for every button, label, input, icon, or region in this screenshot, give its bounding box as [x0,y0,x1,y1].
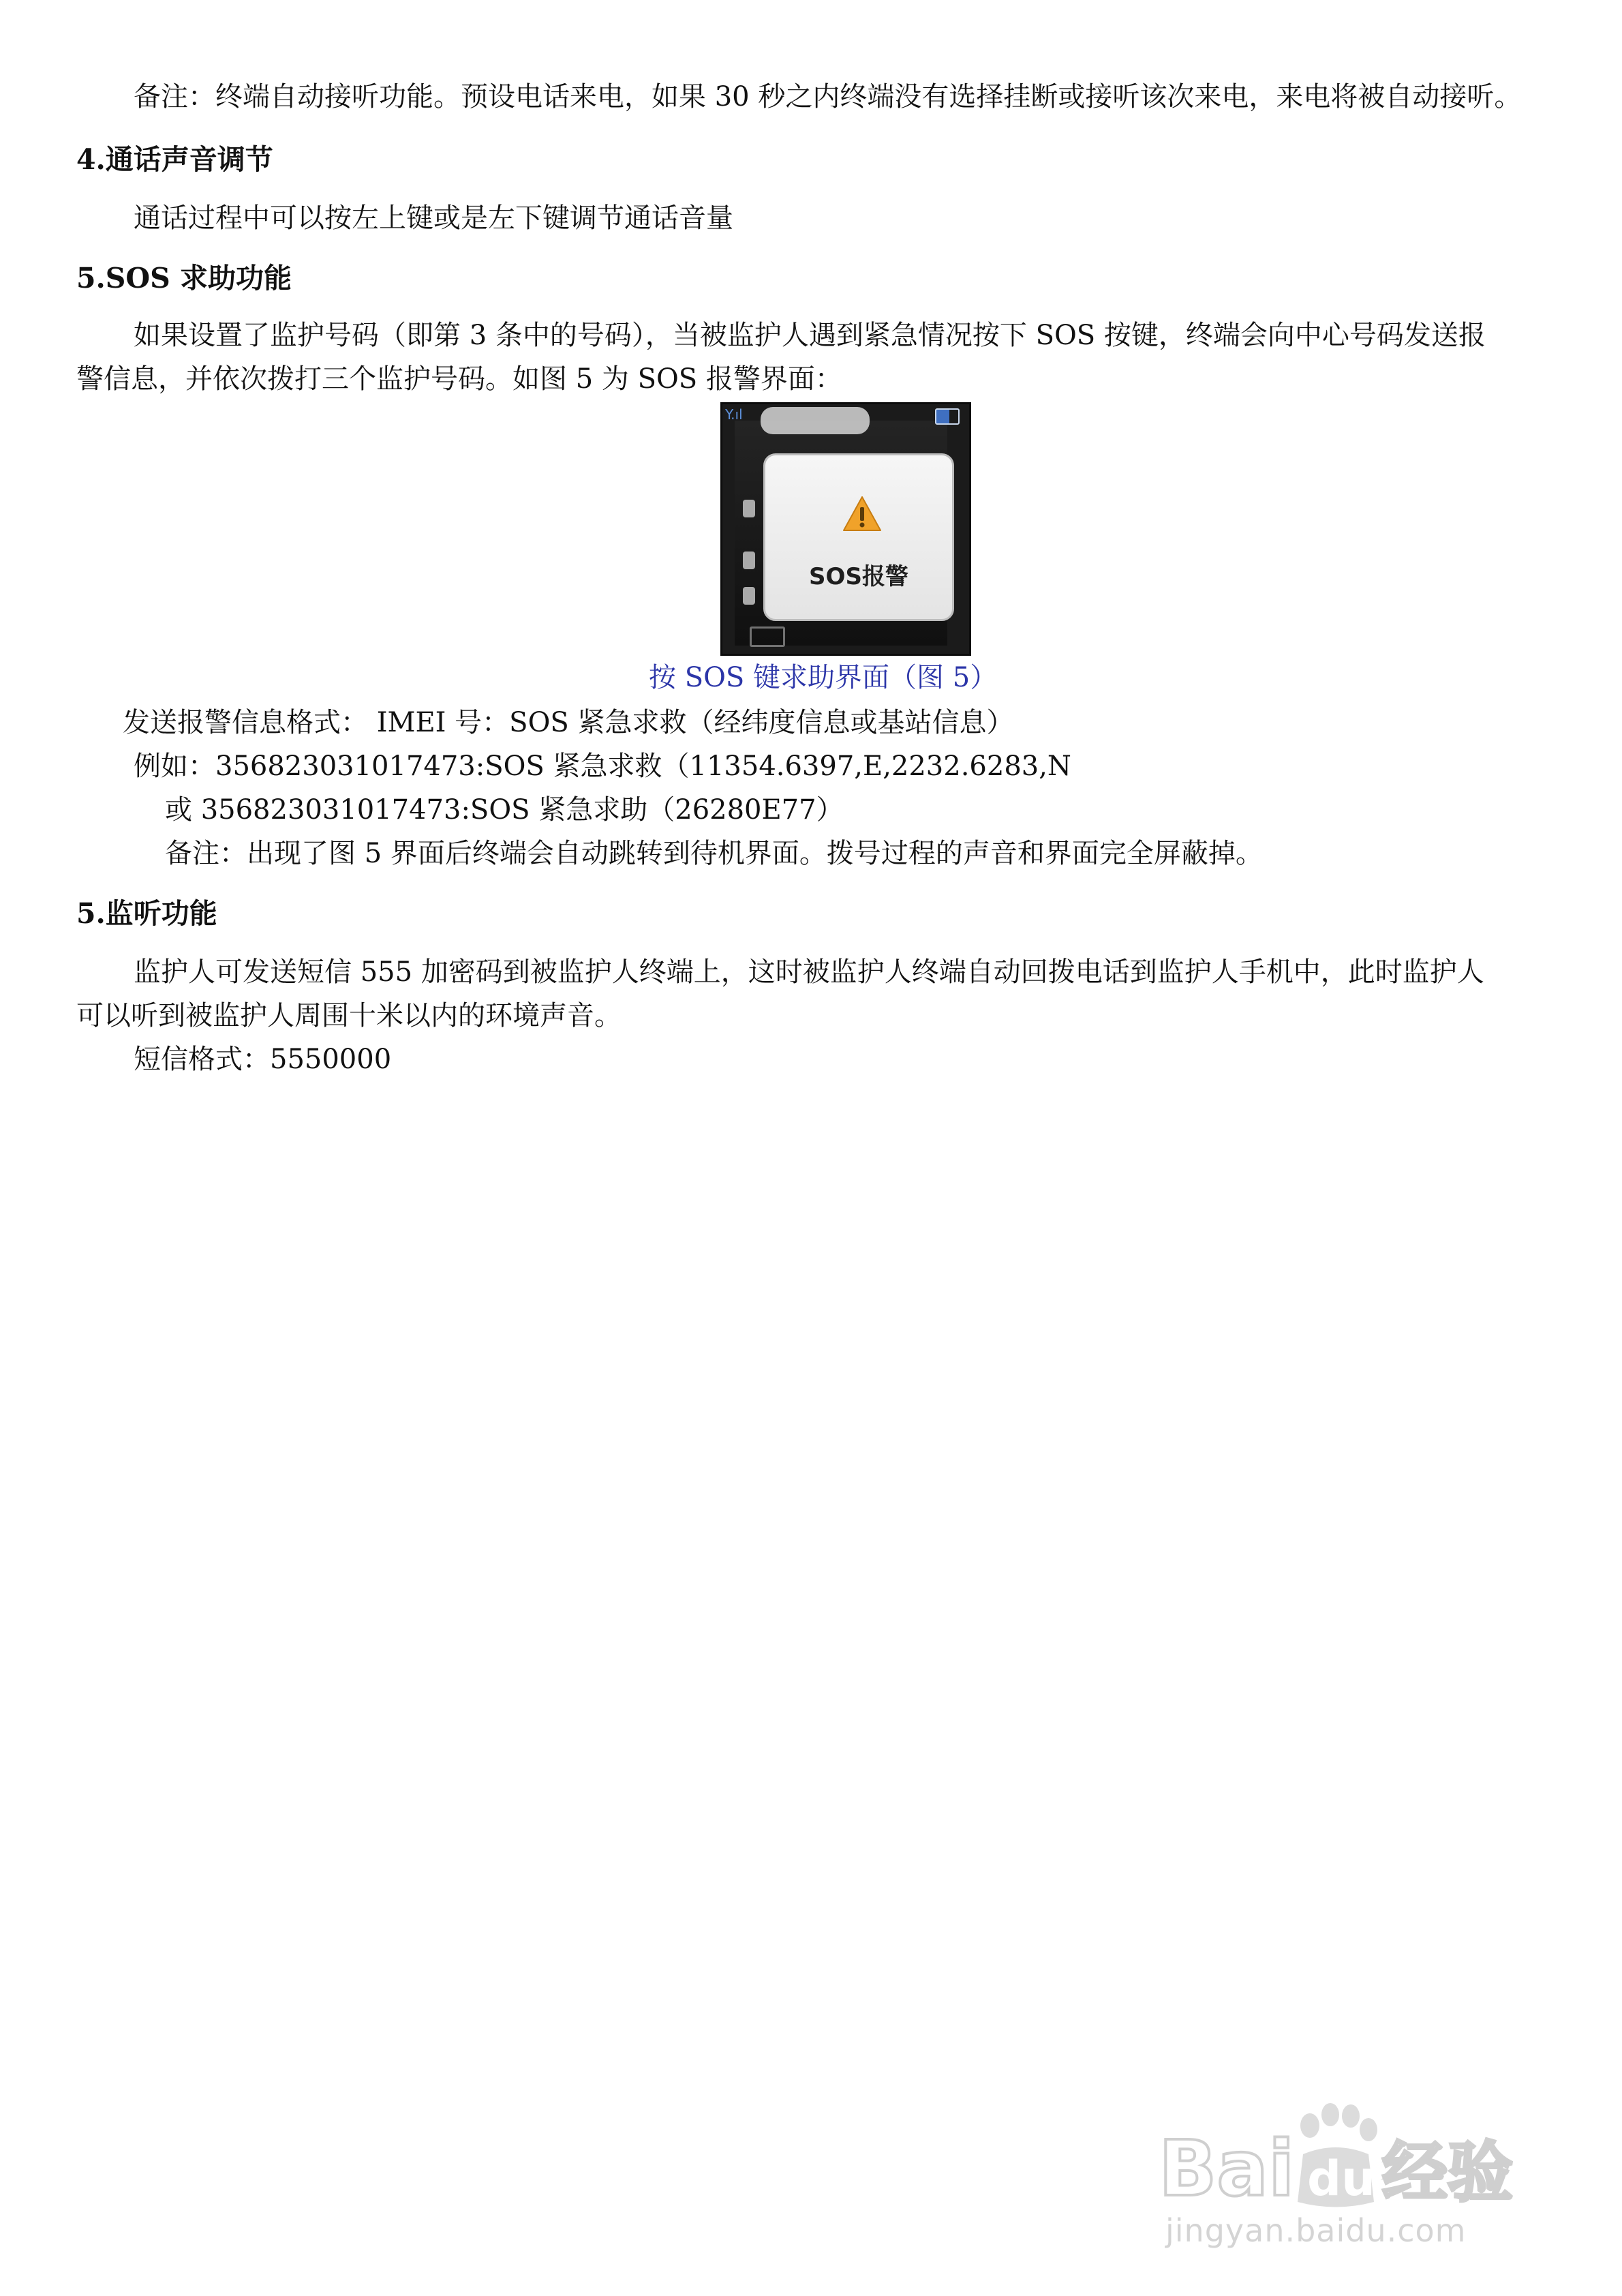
sos-text-line1: 如果设置了监护号码（即第 3 条中的号码），当被监护人遇到紧急情况按下 SOS 按键，终端会向中心号码发送报 [134,320,1486,351]
sos-alert-label: SOS报警 [809,563,908,590]
monitor-line1: 监护人可发送短信 555 加密码到被监护人终端上，这时被监护人终端自动回拨电话到监护人手机中，此时监护人 [134,956,1484,988]
sms-format: 短信格式：5550000 [134,1044,392,1075]
signal-icon: Y.ıl [725,406,743,423]
sos-screen-figure [720,402,971,656]
sos-alert-dialog [763,453,954,621]
baidu-logo [1152,2100,1533,2216]
heading-volume: 4.通话声音调节 [76,143,273,176]
example-line1: 例如：356823031017473:SOS 紧急求救（11354.6397,E,2232.6283,N [134,751,1071,782]
battery-icon [935,408,960,425]
baidu-jingyan-watermark [1152,2100,1533,2263]
background-glyph [743,587,755,605]
volume-text: 通话过程中可以按左上键或是左下键调节通话音量 [134,202,733,234]
note-standby: 备注：出现了图 5 界面后终端会自动跳转到待机界面。拨号过程的声音和界面完全屏蔽掉。 [165,838,1263,869]
figure-caption: 按 SOS 键求助界面（图 5） [649,662,998,693]
background-glyph [743,552,755,569]
sos-text-line2: 警信息，并依次拨打三个监护号码。如图 5 为 SOS 报警界面： [76,363,842,395]
note-auto-answer: 备注：终端自动接听功能。预设电话来电，如果 30 秒之内终端没有选择挂断或接听该次来电，来电将被自动接听。 [134,81,1522,112]
svg-text:du: du [1307,2151,1375,2207]
svg-text:经验: 经验 [1382,2134,1513,2211]
svg-text:Bai: Bai [1159,2125,1295,2214]
heading-monitor: 5.监听功能 [76,897,217,930]
format-line: 发送报警信息格式： IMEI 号：SOS 紧急求救（经纬度信息或基站信息） [123,707,1014,738]
monitor-line2: 可以听到被监护人周围十米以内的环境声音。 [76,1000,622,1031]
clock-display [761,407,870,434]
background-glyph [750,626,785,647]
example-line2: 或 356823031017473:SOS 紧急求助（26280E77） [165,794,844,826]
background-glyph [743,500,755,517]
warning-icon [842,495,883,533]
watermark-url: jingyan.baidu.com [1165,2212,1467,2249]
heading-sos: 5.SOS 求助功能 [76,262,292,294]
